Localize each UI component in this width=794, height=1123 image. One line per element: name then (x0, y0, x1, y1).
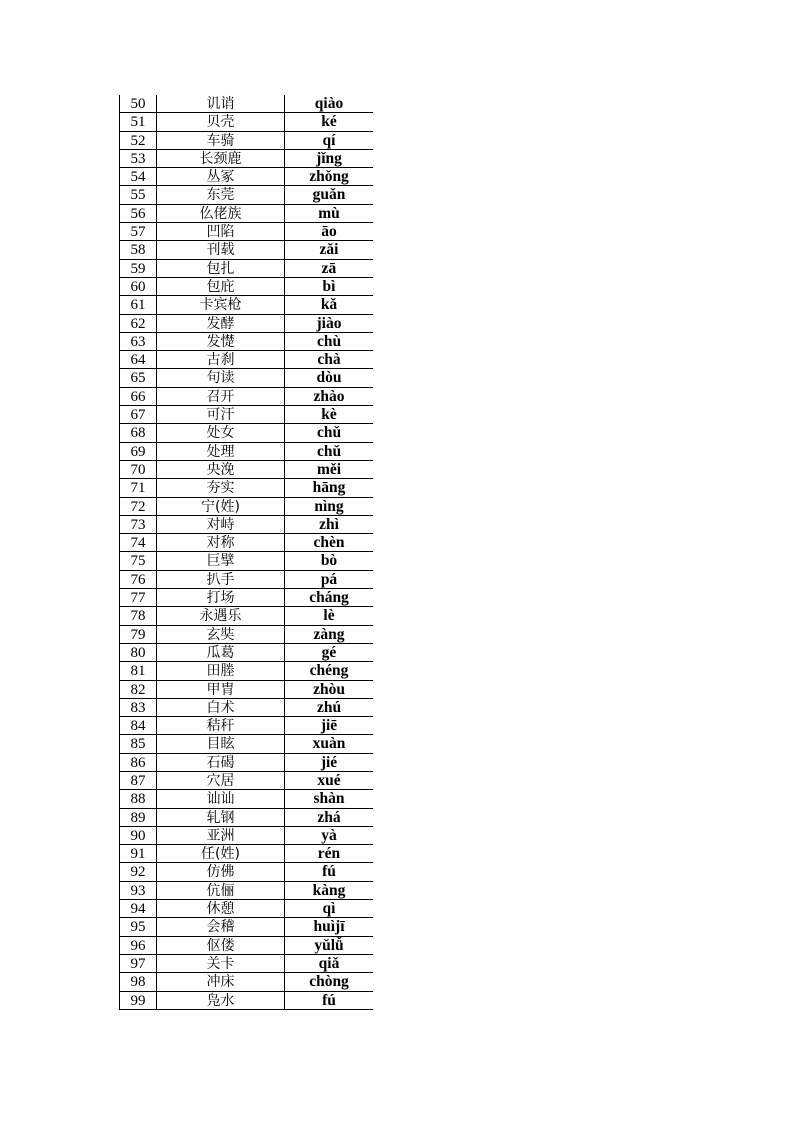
pinyin-cell: yǔlǚ (314, 936, 344, 954)
row-number: 78 (119, 607, 157, 624)
row-number: 59 (119, 260, 157, 277)
word-cell: 甲胄 (157, 681, 285, 698)
row-number: 96 (119, 937, 157, 954)
table-row (119, 626, 373, 644)
table-row (119, 955, 373, 973)
row-number: 72 (119, 498, 157, 515)
table-row (119, 406, 373, 424)
row-number: 94 (119, 900, 157, 917)
table-row (119, 260, 373, 278)
row-number: 64 (119, 351, 157, 368)
word-cell: 秸秆 (157, 717, 285, 734)
pinyin-cell: ké (321, 113, 337, 131)
word-cell: 东莞 (157, 186, 285, 203)
pinyin-cell: fú (322, 991, 336, 1009)
word-cell: 玄奘 (157, 626, 285, 643)
table-row (119, 424, 373, 442)
row-number: 66 (119, 388, 157, 405)
pinyin-cell: chèn (313, 534, 345, 552)
table-row (119, 790, 373, 808)
table-row (119, 443, 373, 461)
pinyin-cell: zā (321, 259, 337, 277)
row-number: 65 (119, 369, 157, 386)
pinyin-cell: chǔ (316, 442, 342, 460)
pinyin-cell: guǎn (312, 186, 346, 204)
table-row (119, 113, 373, 131)
table-row (119, 150, 373, 168)
word-cell: 休憩 (157, 900, 285, 917)
table-row (119, 589, 373, 607)
row-number: 90 (119, 827, 157, 844)
word-cell: 打场 (157, 589, 285, 606)
table-row (119, 168, 373, 186)
word-cell: 宁(姓) (157, 498, 285, 515)
word-cell: 穴居 (157, 772, 285, 789)
row-number: 51 (119, 113, 157, 130)
pinyin-cell: hāng (312, 479, 346, 497)
row-number: 60 (119, 278, 157, 295)
pinyin-cell: qì (322, 900, 336, 918)
word-cell: 扒手 (157, 571, 285, 588)
word-cell: 仫佬族 (157, 205, 285, 222)
row-number: 71 (119, 479, 157, 496)
row-number: 56 (119, 205, 157, 222)
table-row (119, 918, 373, 936)
table-row (119, 315, 373, 333)
table-row (119, 205, 373, 223)
row-number: 63 (119, 333, 157, 350)
pinyin-cell: kǎ (320, 296, 338, 314)
row-number: 67 (119, 406, 157, 423)
table-row (119, 662, 373, 680)
table-row (119, 296, 373, 314)
table-row (119, 534, 373, 552)
pinyin-cell: shàn (313, 790, 345, 808)
pinyin-cell: kè (321, 406, 337, 424)
table-row (119, 241, 373, 259)
pinyin-cell: zhú (316, 698, 342, 716)
word-cell: 凫水 (157, 992, 285, 1009)
row-number: 58 (119, 241, 157, 258)
row-number: 73 (119, 516, 157, 533)
table-row (119, 186, 373, 204)
word-cell: 可汗 (157, 406, 285, 423)
pinyin-cell: lè (323, 607, 335, 625)
row-number: 89 (119, 809, 157, 826)
word-cell: 瓜葛 (157, 644, 285, 661)
pinyin-cell: huìjī (313, 918, 345, 936)
word-cell: 包扎 (157, 260, 285, 277)
pinyin-cell: qiǎ (318, 954, 340, 972)
pinyin-cell: zhì (319, 515, 339, 533)
table-row (119, 498, 373, 516)
row-number: 69 (119, 443, 157, 460)
table-row (119, 461, 373, 479)
word-cell: 巨擘 (157, 552, 285, 569)
row-number: 99 (119, 992, 157, 1009)
row-number: 55 (119, 186, 157, 203)
pinyin-cell: qiào (314, 95, 344, 112)
word-cell: 讥诮 (157, 95, 285, 112)
row-number: 70 (119, 461, 157, 478)
table-row (119, 223, 373, 241)
table-row (119, 992, 373, 1010)
table-row (119, 95, 373, 113)
table-row (119, 699, 373, 717)
table-row (119, 717, 373, 735)
row-number: 74 (119, 534, 157, 551)
word-cell: 夯实 (157, 479, 285, 496)
pinyin-cell: zhòu (313, 680, 345, 698)
table-row (119, 754, 373, 772)
word-cell: 凹陷 (157, 223, 285, 240)
word-cell: 伛偻 (157, 937, 285, 954)
pinyin-cell: xué (317, 771, 341, 789)
row-number: 84 (119, 717, 157, 734)
pinyin-cell: āo (321, 223, 337, 241)
pinyin-cell: zǎi (319, 241, 339, 259)
row-number: 50 (119, 95, 157, 112)
table-row (119, 333, 373, 351)
pinyin-cell: zhá (317, 808, 341, 826)
table-row (119, 369, 373, 387)
row-number: 75 (119, 552, 157, 569)
row-number: 53 (119, 150, 157, 167)
row-number: 79 (119, 626, 157, 643)
pinyin-cell: chà (317, 351, 341, 369)
row-number: 85 (119, 735, 157, 752)
row-number: 61 (119, 296, 157, 313)
table-row (119, 132, 373, 150)
pinyin-cell: jǐng (316, 149, 342, 167)
pinyin-cell: měi (316, 460, 342, 478)
pinyin-cell: zàng (313, 625, 345, 643)
table-row (119, 772, 373, 790)
row-number: 80 (119, 644, 157, 661)
pinyin-cell: zhào (313, 387, 345, 405)
pinyin-cell: dòu (316, 369, 342, 387)
table-row (119, 937, 373, 955)
pinyin-cell: jié (320, 753, 338, 771)
word-cell: 关卡 (157, 955, 285, 972)
table-row (119, 973, 373, 991)
word-cell: 伉俪 (157, 882, 285, 899)
table-row (119, 644, 373, 662)
word-cell: 丛冢 (157, 168, 285, 185)
row-number: 87 (119, 772, 157, 789)
row-number: 54 (119, 168, 157, 185)
word-cell: 轧钢 (157, 809, 285, 826)
pinyin-cell: nìng (314, 497, 344, 515)
word-cell: 对峙 (157, 516, 285, 533)
table-row (119, 681, 373, 699)
row-number: 81 (119, 662, 157, 679)
pinyin-cell: kàng (312, 881, 346, 899)
pinyin-cell: mù (318, 204, 340, 222)
word-cell: 白术 (157, 699, 285, 716)
row-number: 91 (119, 845, 157, 862)
table-row (119, 388, 373, 406)
pinyin-cell: xuàn (312, 735, 346, 753)
word-cell: 会稽 (157, 918, 285, 935)
row-number: 88 (119, 790, 157, 807)
pinyin-cell: gé (321, 643, 337, 661)
row-number: 82 (119, 681, 157, 698)
pinyin-cell: chòng (309, 973, 349, 991)
pinyin-cell: rén (317, 845, 341, 863)
row-number: 62 (119, 315, 157, 332)
word-cell: 永遇乐 (157, 607, 285, 624)
table-row (119, 900, 373, 918)
word-cell: 对称 (157, 534, 285, 551)
word-cell: 长颈鹿 (157, 150, 285, 167)
word-cell: 贝壳 (157, 113, 285, 130)
row-number: 93 (119, 882, 157, 899)
row-number: 86 (119, 754, 157, 771)
table-row (119, 571, 373, 589)
word-cell: 仿佛 (157, 863, 285, 880)
word-cell: 田塍 (157, 662, 285, 679)
table-row (119, 516, 373, 534)
row-number: 97 (119, 955, 157, 972)
table-row (119, 479, 373, 497)
word-cell: 车骑 (157, 132, 285, 149)
word-cell: 石碣 (157, 754, 285, 771)
table-row (119, 882, 373, 900)
pinyin-cell: qí (322, 131, 336, 149)
pinyin-cell: bò (320, 552, 338, 570)
word-cell: 目眩 (157, 735, 285, 752)
row-number: 83 (119, 699, 157, 716)
word-cell: 亚洲 (157, 827, 285, 844)
pinyin-cell: fú (322, 863, 336, 881)
word-cell: 包庇 (157, 278, 285, 295)
word-cell: 发酵 (157, 315, 285, 332)
word-cell: 句读 (157, 369, 285, 386)
word-cell: 古刹 (157, 351, 285, 368)
table-row (119, 351, 373, 369)
row-number: 92 (119, 863, 157, 880)
word-cell: 处理 (157, 443, 285, 460)
pronunciation-table (119, 95, 373, 1010)
table-row (119, 809, 373, 827)
word-cell: 发憷 (157, 333, 285, 350)
pinyin-cell: pá (320, 570, 338, 588)
word-cell: 讪讪 (157, 790, 285, 807)
table-row (119, 278, 373, 296)
pinyin-cell: chǔ (316, 424, 342, 442)
pinyin-cell: bì (322, 277, 336, 295)
row-number: 77 (119, 589, 157, 606)
pinyin-cell: chù (316, 332, 342, 350)
pinyin-cell: jiào (316, 314, 342, 332)
row-number: 76 (119, 571, 157, 588)
word-cell: 央浼 (157, 461, 285, 478)
row-number: 68 (119, 424, 157, 441)
word-cell: 处女 (157, 424, 285, 441)
word-cell: 刊载 (157, 241, 285, 258)
pinyin-cell: zhǒng (309, 168, 349, 186)
table-row (119, 552, 373, 570)
table-row (119, 863, 373, 881)
table-row (119, 735, 373, 753)
table-row (119, 827, 373, 845)
row-number: 52 (119, 132, 157, 149)
table-row (119, 607, 373, 625)
word-cell: 冲床 (157, 973, 285, 990)
row-number: 57 (119, 223, 157, 240)
word-cell: 任(姓) (157, 845, 285, 862)
word-cell: 卡宾枪 (157, 296, 285, 313)
pinyin-cell: jiē (320, 717, 338, 735)
pinyin-cell: yà (321, 826, 337, 844)
pinyin-cell: cháng (309, 589, 349, 607)
table-row (119, 845, 373, 863)
pinyin-cell: chéng (309, 662, 349, 680)
word-cell: 召开 (157, 388, 285, 405)
row-number: 95 (119, 918, 157, 935)
row-number: 98 (119, 973, 157, 990)
